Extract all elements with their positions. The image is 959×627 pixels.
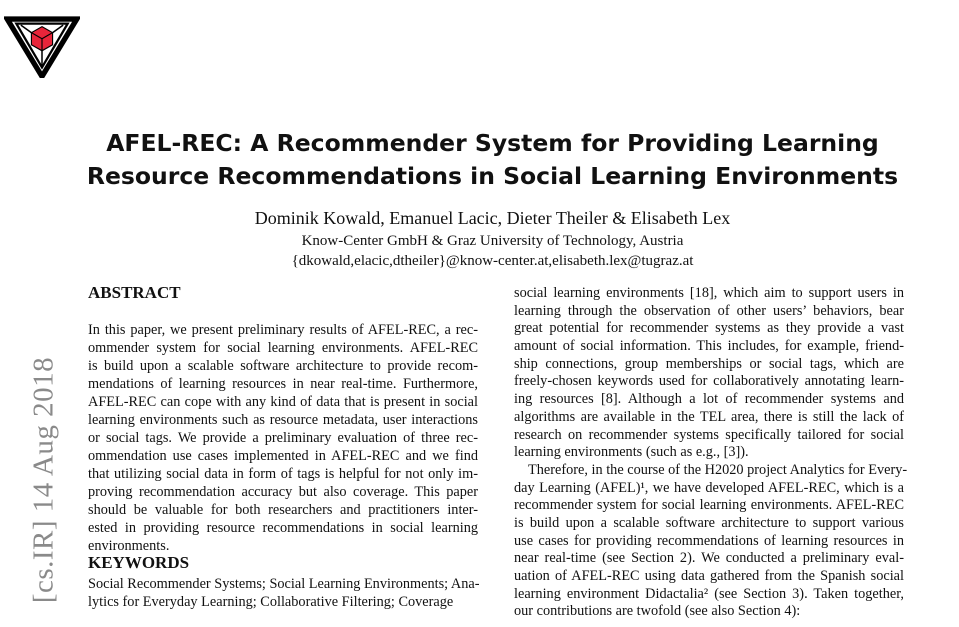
text-line: is build upon a scalable software architecture to provide recom- (88, 358, 478, 374)
logo-icon (4, 10, 80, 78)
text-line: ested in providing resource recommendations in social learning (88, 520, 478, 536)
text-line: uation of AFEL-REC using data gathered from the Spanish social (514, 568, 904, 584)
text-line: freely-chosen keywords used for collaboratively annotating learn- (514, 373, 904, 390)
text-line: learning environment Didactalia² (see Section 3). Taken together, (514, 585, 904, 602)
text-line: environments. (88, 538, 170, 554)
text-line: use cases for providing recommendations of learning resources in (514, 532, 904, 549)
text-line: ing resources [8]. Although a lot of recommender systems and (514, 391, 904, 408)
text-line: Social Recommender Systems; Social Learning Environments; Ana- (88, 576, 480, 592)
arxiv-stamp: [cs.IR] 14 Aug 2018 (27, 356, 60, 604)
text-line: great potential for recommender systems as they provide a vast (514, 320, 904, 337)
text-line: In this paper, we present preliminary results of AFEL-REC, a rec- (88, 322, 478, 338)
paper-title (60, 127, 925, 193)
title-line: AFEL-REC: A Recommender System for Providing Learning (106, 129, 879, 157)
text-line: our contributions are twofold (see also Section 4): (514, 603, 801, 620)
abstract-heading: ABSTRACT (88, 283, 181, 302)
text-line: proving recommendation accuracy but also coverage. This paper (88, 484, 478, 500)
text-line: ommendation use cases implemented in AFEL-REC and we find (88, 448, 478, 464)
text-line: learning environments such as resource metadata, user interactions (88, 412, 478, 428)
keywords-heading: KEYWORDS (88, 553, 190, 572)
text-line: research on recommender systems specifically tailored for social (514, 426, 904, 443)
text-line: algorithms are available in the TEL area, there is still the lack of (514, 408, 904, 425)
text-line: social learning environments [18], which aim to support users in (514, 285, 904, 301)
text-line: ship connections, group memberships or social tags, which are (514, 355, 904, 372)
text-line: mendations of learning resources in near real-time. Furthermore, (88, 376, 478, 392)
keywords-text (88, 575, 478, 611)
title-line: Resource Recommendations in Social Learning Environments (86, 162, 899, 190)
abstract-text (88, 321, 478, 555)
text-line: ommender system for social learning environments. AFEL-REC (88, 340, 478, 356)
text-line: recommender system for social learning environments. AFEL-REC (514, 497, 904, 514)
intro-text (514, 285, 908, 621)
text-line: AFEL-REC can cope with any kind of data that is present in social (88, 394, 478, 410)
text-line: Therefore, in the course of the H2020 project Analytics for Every- (528, 461, 908, 478)
text-line: is build upon a scalable software architecture to support various (514, 514, 904, 531)
text-line: learning environments (such as e.g., [3]). (514, 444, 749, 461)
text-line: lytics for Everyday Learning; Collaborative Filtering; Coverage (88, 594, 454, 610)
text-line: amount of social information. This includes, for example, friend- (514, 338, 904, 355)
text-line: near real-time (see Section 2). We conducted a preliminary eval- (514, 550, 904, 567)
text-line: should be valuable for both researchers and practitioners inter- (88, 502, 478, 518)
text-line: day Learning (AFEL)¹, we have developed AFEL-REC, which is a (514, 479, 904, 496)
authors: Dominik Kowald, Emanuel Lacic, Dieter Theiler & Elisabeth Lex (254, 208, 731, 228)
affiliation: Know-Center GmbH & Graz University of Technology, Austria (301, 233, 684, 249)
text-line: learning through the observation of other users’ behaviors, bear (514, 302, 904, 319)
text-line: that utilizing social data in form of tags is helpful for not only im- (88, 466, 478, 482)
text-line: or social tags. We provide a preliminary evaluation of three rec- (88, 430, 478, 446)
emails: {dkowald,elacic,dtheiler}@know-center.at,elisabeth.lex@tugraz.at (291, 253, 694, 269)
